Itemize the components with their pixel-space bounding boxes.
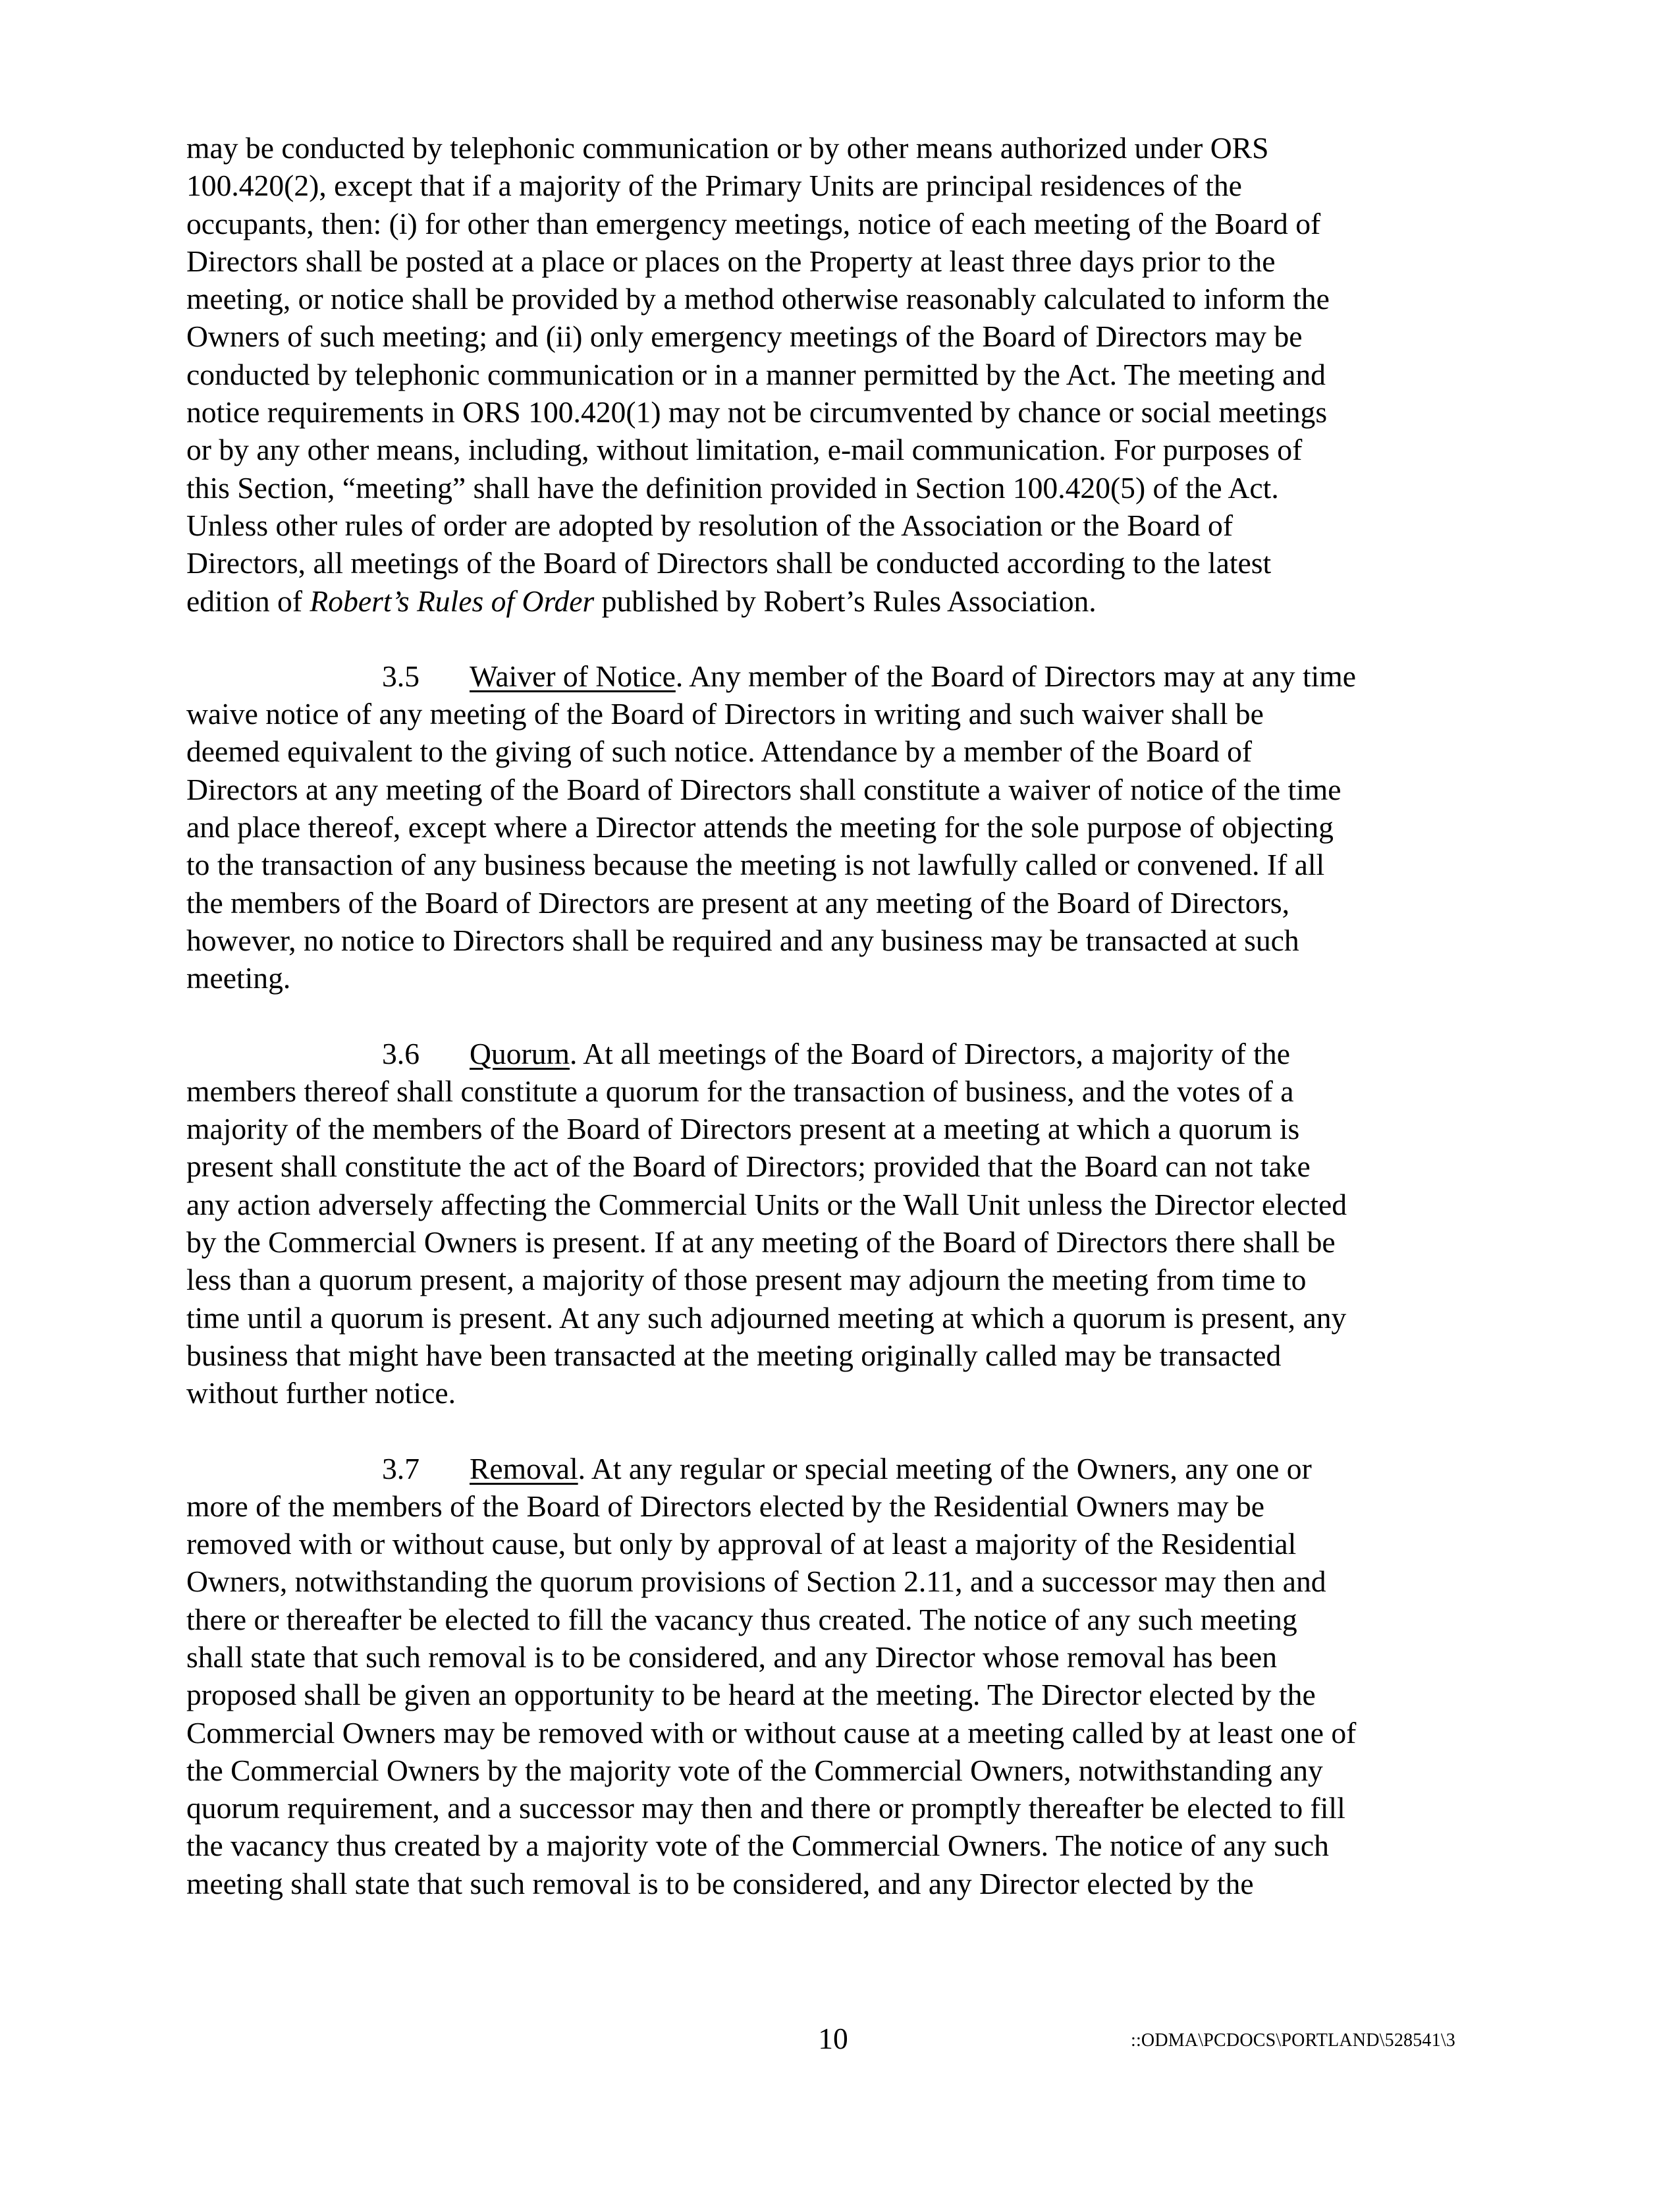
text-line: Unless other rules of order are adopted by resolution of the Association or the Board of (186, 508, 1233, 542)
text-line: meeting. (186, 961, 291, 995)
section-3-5 (186, 657, 1472, 997)
text-line: conducted by telephonic communication or in a manner permitted by the Act. The meeting and (186, 357, 1326, 391)
text-line: . Any member of the Board of Directors may at any time (675, 659, 1356, 693)
text-line: more of the members of the Board of Directors elected by the Residential Owners may be (186, 1489, 1265, 1523)
italic-book-title: Robert’s Rules of Order (310, 584, 595, 618)
text-line: notice requirements in ORS 100.420(1) may not be circumvented by chance or social meetings (186, 395, 1328, 429)
text-line: by the Commercial Owners is present. If at any meeting of the Board of Directors there shall be (186, 1225, 1336, 1259)
text-line: however, no notice to Directors shall be required and any business may be transacted at such (186, 923, 1299, 957)
text-line: business that might have been transacted at the meeting originally called may be transacted (186, 1338, 1282, 1372)
text-line: members thereof shall constitute a quorum for the transaction of business, and the votes of a (186, 1074, 1294, 1108)
text-line: quorum requirement, and a successor may then and there or promptly thereafter be elected to fill (186, 1791, 1345, 1825)
text-line: Directors, all meetings of the Board of Directors shall be conducted according to the latest (186, 546, 1272, 580)
text-line: . At any regular or special meeting of the Owners, any one or (578, 1451, 1312, 1485)
text-line: deemed equivalent to the giving of such notice. Attendance by a member of the Board of (186, 734, 1253, 769)
text-line: Commercial Owners may be removed with or without cause at a meeting called by at least one of (186, 1715, 1357, 1750)
page-number: 10 (818, 2022, 848, 2055)
text-line-suffix: published by Robert’s Rules Association. (594, 584, 1097, 618)
text-line: the vacancy thus created by a majority vote of the Commercial Owners. The notice of any such (186, 1829, 1329, 1863)
text-line: majority of the members of the Board of Directors present at a meeting at which a quorum is (186, 1112, 1300, 1146)
section-number: 3.5 (382, 659, 420, 693)
text-line: Owners of such meeting; and (ii) only emergency meetings of the Board of Directors may be (186, 319, 1303, 354)
text-line: without further notice. (186, 1376, 456, 1410)
text-line: Directors shall be posted at a place or places on the Property at least three days prior to the (186, 244, 1276, 278)
text-line: this Section, “meeting” shall have the definition provided in Section 100.420(5) of the Act. (186, 470, 1279, 505)
text-line: to the transaction of any business because the meeting is not lawfully called or convened. If all (186, 848, 1325, 882)
text-line: waive notice of any meeting of the Board of Directors in writing and such waiver shall be (186, 697, 1264, 731)
text-line: 100.420(2), except that if a majority of the Primary Units are principal residences of the (186, 169, 1242, 203)
paragraph-continuation (186, 129, 1472, 620)
text-line: . At all meetings of the Board of Directors, a majority of the (569, 1036, 1290, 1070)
text-line: present shall constitute the act of the Board of Directors; provided that the Board can not take (186, 1149, 1311, 1184)
text-line: proposed shall be given an opportunity to be heard at the meeting. The Director elected by the (186, 1678, 1316, 1712)
section-heading: Quorum (470, 1036, 570, 1070)
section-number: 3.7 (382, 1451, 420, 1485)
text-line: time until a quorum is present. At any such adjourned meeting at which a quorum is present, any (186, 1300, 1347, 1335)
section-number: 3.6 (382, 1036, 420, 1070)
section-heading: Waiver of Notice (470, 659, 676, 693)
text-line: less than a quorum present, a majority of those present may adjourn the meeting from time to (186, 1263, 1307, 1297)
text-line: meeting, or notice shall be provided by a method otherwise reasonably calculated to inform the (186, 282, 1330, 316)
text-line: the members of the Board of Directors are present at any meeting of the Board of Directors, (186, 885, 1289, 920)
text-line: or by any other means, including, without limitation, e-mail communication. For purposes of (186, 433, 1303, 467)
document-path-footer: ::ODMA\PCDOCS\PORTLAND\528541\3 (1130, 2030, 1455, 2051)
text-line: occupants, then: (i) for other than emergency meetings, notice of each meeting of the Board of (186, 206, 1321, 240)
section-3-6 (186, 1035, 1472, 1412)
text-line: and place thereof, except where a Director attends the meeting for the sole purpose of objecting (186, 810, 1334, 844)
section-heading: Removal (470, 1451, 578, 1485)
text-line: removed with or without cause, but only by approval of at least a majority of the Residential (186, 1527, 1297, 1561)
text-line: may be conducted by telephonic communication or by other means authorized under ORS (186, 131, 1269, 165)
text-line: shall state that such removal is to be considered, and any Director whose removal has been (186, 1640, 1278, 1674)
text-line-prefix: edition of (186, 584, 310, 618)
body-text (186, 129, 1472, 1902)
text-line: meeting shall state that such removal is to be considered, and any Director elected by the (186, 1866, 1254, 1900)
section-3-7 (186, 1450, 1472, 1903)
text-line: any action adversely affecting the Commercial Units or the Wall Unit unless the Director elected (186, 1187, 1347, 1221)
text-line: there or thereafter be elected to fill the vacancy thus created. The notice of any such meeting (186, 1602, 1297, 1636)
text-line: the Commercial Owners by the majority vote of the Commercial Owners, notwithstanding any (186, 1753, 1323, 1787)
text-line: Owners, notwithstanding the quorum provisions of Section 2.11, and a successor may then and (186, 1564, 1326, 1599)
text-line: Directors at any meeting of the Board of Directors shall constitute a waiver of notice of the time (186, 772, 1341, 806)
